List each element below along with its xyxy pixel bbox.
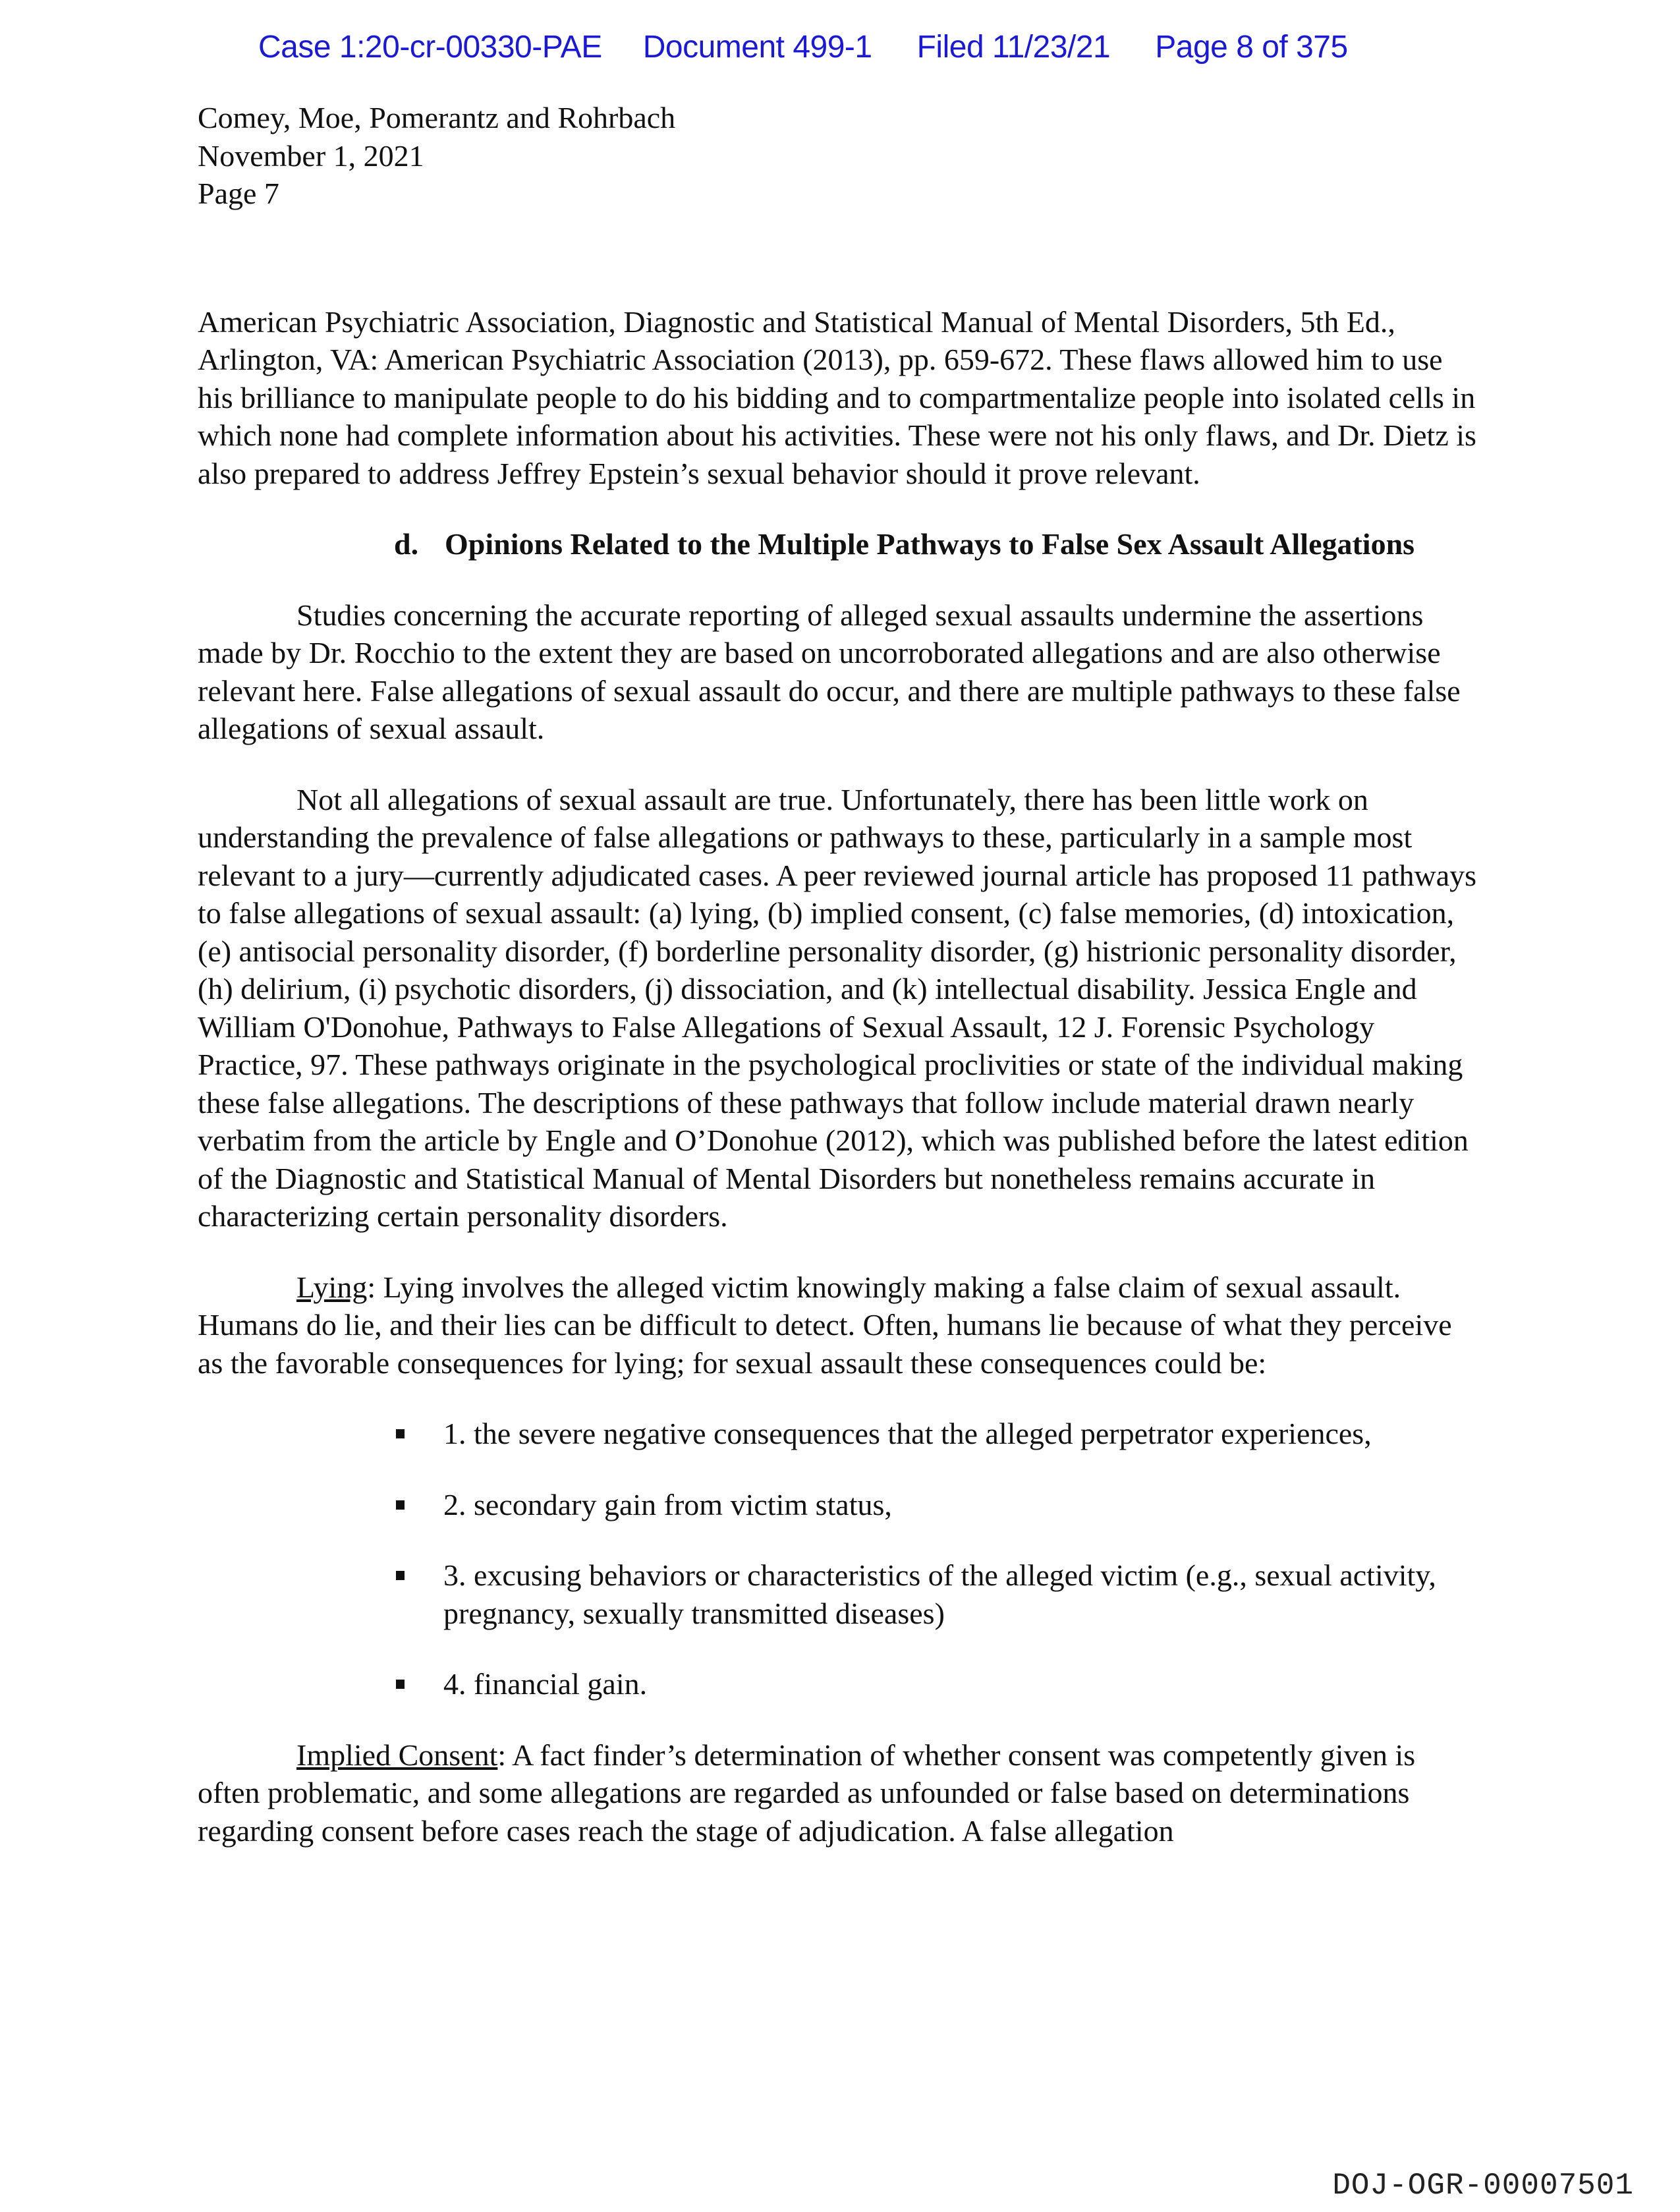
- paragraph-dsm-continuation: American Psychiatric Association, Diagnostic and Statistical Manual of Mental Disorders, 5th Ed., Arlington, VA: American Psychiatric Association (2013), pp. 659-672. These flaws allowed him to use his brilliance to manipulate people to do his bidding and to compartmentalize people into isolated cells in which none had complete information about his activities. These were not his only flaws, and Dr. Dietz is also prepared to address Jeffrey Epstein’s sexual behavior should it prove relevant.: [198, 304, 1476, 490]
- implied-consent-label: Implied Consent: [296, 1738, 498, 1772]
- lying-label: Lying: [296, 1270, 368, 1304]
- letter-date: November 1, 2021: [198, 138, 424, 173]
- section-letter: d.: [394, 527, 419, 561]
- section-title: Opinions Related to the Multiple Pathways to False Sex Assault Allegations: [445, 527, 1415, 561]
- consequences-list: [198, 1415, 1482, 1703]
- case-number: Case 1:20-cr-00330-PAE: [258, 30, 602, 65]
- paragraph-lying: [198, 1268, 1482, 1382]
- filed-date: Filed 11/23/21: [916, 30, 1111, 65]
- square-bullet-icon: [396, 1571, 405, 1580]
- paragraph-studies: Studies concerning the accurate reporting of alleged sexual assaults undermine the assertions made by Dr. Rocchio to the extent they are based on uncorroborated allegations and are also otherwise relevant here. False allegations of sexual assault do occur, and there are multiple pathways to these false allegations of sexual assault.: [198, 598, 1461, 745]
- list-item: 3. excusing behaviors or characteristics of the alleged victim (e.g., sexual activity, pregnancy, sexually transmitted diseases): [198, 1556, 1482, 1632]
- list-item: 2. secondary gain from victim status,: [198, 1486, 1482, 1524]
- list-item: 1. the severe negative consequences that the alleged perpetrator experiences,: [198, 1415, 1482, 1453]
- implied-consent-text: : A fact finder’s determination of whether consent was competently given is often problematic, and some allegations are regarded as unfounded or false based on determinations regarding consent before cases reach the stage of adjudication. A false allegation: [198, 1738, 1416, 1848]
- section-heading: [394, 525, 1482, 563]
- document-number: Document 499-1: [642, 30, 872, 65]
- page-count: Page 8 of 375: [1155, 30, 1348, 65]
- square-bullet-icon: [396, 1429, 405, 1438]
- letter-page: [198, 99, 1482, 1850]
- letter-page-number: Page 7: [198, 177, 279, 210]
- letterhead: [198, 99, 1482, 213]
- square-bullet-icon: [396, 1500, 405, 1510]
- bates-number: DOJ-OGR-00007501: [1332, 2169, 1634, 2203]
- square-bullet-icon: [396, 1680, 405, 1689]
- paragraph-implied-consent: [198, 1736, 1482, 1850]
- court-filing-stamp: [258, 29, 1348, 65]
- letter-recipients: Comey, Moe, Pomerantz and Rohrbach: [198, 101, 676, 134]
- paragraph-pathways: Not all allegations of sexual assault are true. Unfortunately, there has been little work on understanding the prevalence of false allegations or pathways to these, particularly in a sample most relevant to a jury—currently adjudicated cases. A peer reviewed journal article has proposed 11 pathways to false allegations of sexual assault: (a) lying, (b) implied consent, (c) false memories, (d) intoxication, (e) antisocial personality disorder, (f) borderline personality disorder, (g) histrionic personality disorder, (h) delirium, (i) psychotic disorders, (j) dissociation, and (k) intellectual disability. Jessica Engle and William O'Donohue, Pathways to False Allegations of Sexual Assault, 12 J. Forensic Psychology Practice, 97. These pathways originate in the psychological proclivities or state of the individual making these false allegations. The descriptions of these pathways that follow include material drawn nearly verbatim from the article by Engle and O’Donohue (2012), which was published before the latest edition of the Diagnostic and Statistical Manual of Mental Disorders but nonetheless remains accurate in characterizing certain personality disorders.: [198, 782, 1477, 1233]
- list-item: 4. financial gain.: [198, 1665, 1482, 1703]
- lying-text: : Lying involves the alleged victim knowingly making a false claim of sexual assault. Humans do lie, and their lies can be difficult to detect. Often, humans lie because of what they perceive as the favorable consequences for lying; for sexual assault these consequences could be:: [198, 1270, 1452, 1380]
